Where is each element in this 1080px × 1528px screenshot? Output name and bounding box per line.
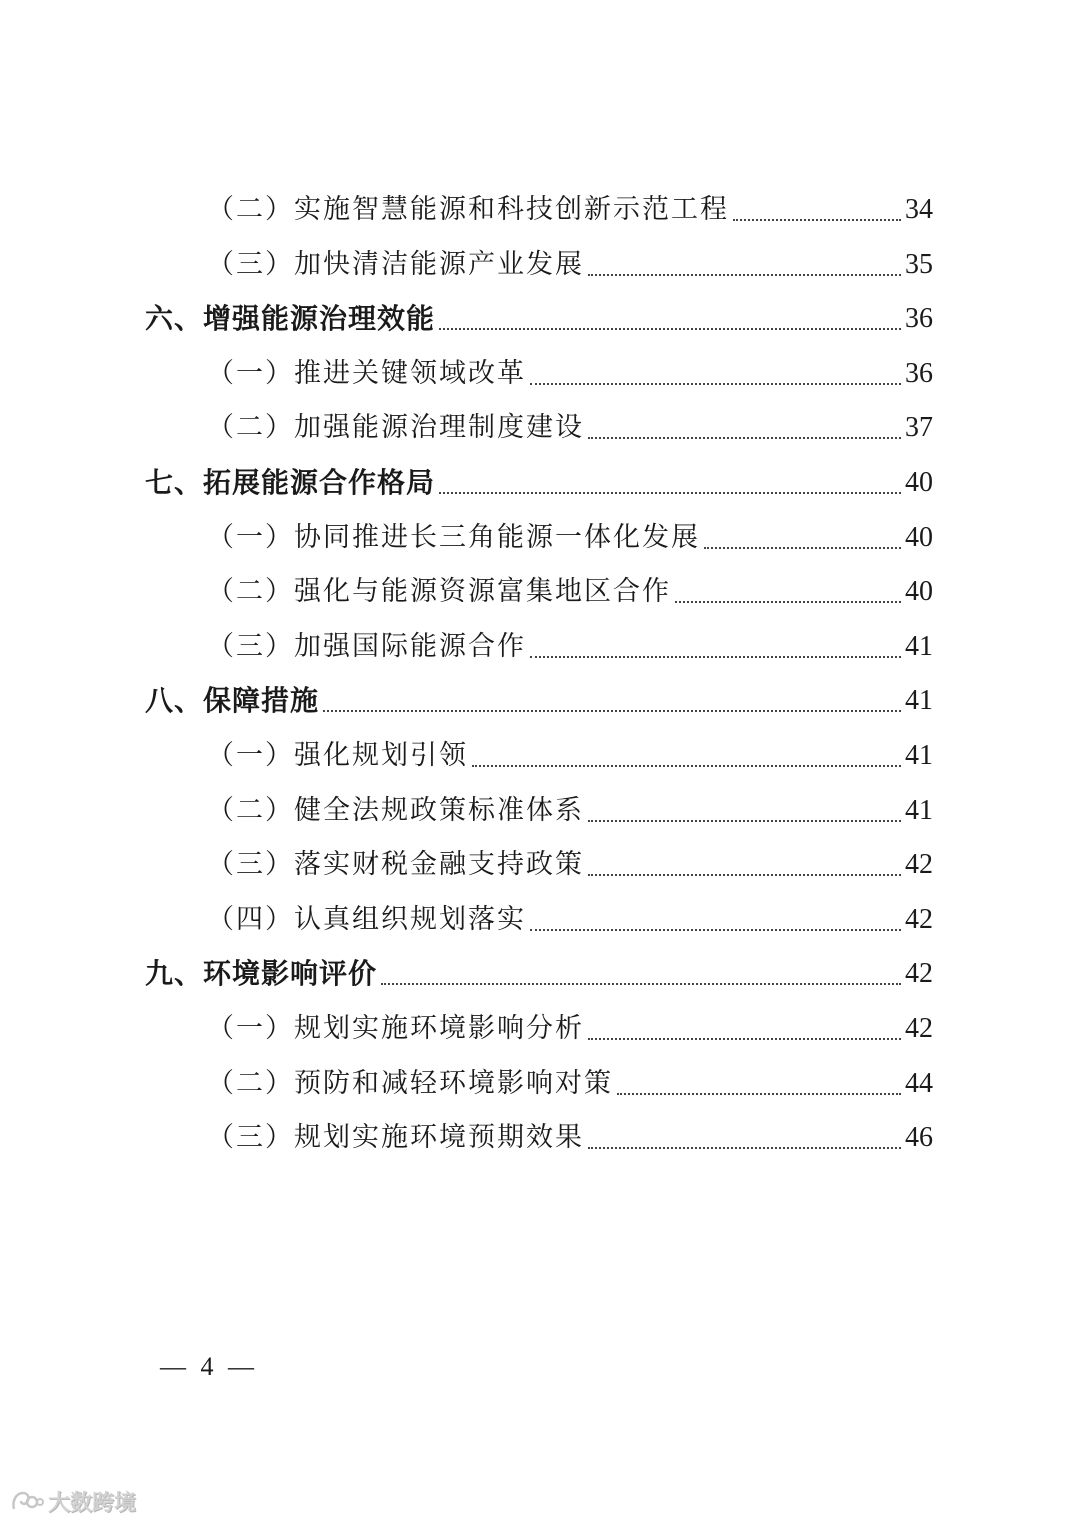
toc-leader-dots — [530, 383, 901, 385]
toc-entry-page: 35 — [905, 248, 933, 280]
toc-entry-title: （三）加强国际能源合作 — [207, 630, 526, 662]
toc-entry-page: 34 — [905, 194, 933, 225]
toc-entry-page: 40 — [905, 467, 933, 498]
toc-entry[interactable] — [207, 900, 933, 940]
toc-entry[interactable] — [207, 408, 933, 448]
toc-entry-page: 42 — [905, 1013, 933, 1044]
toc-entry[interactable] — [207, 1118, 933, 1158]
toc-leader-dots — [381, 983, 901, 985]
toc-entry-title: （一）协同推进长三角能源一体化发展 — [207, 521, 700, 553]
toc-entry-page: 42 — [905, 903, 933, 935]
toc-entry[interactable] — [207, 245, 933, 285]
toc-leader-dots — [530, 929, 901, 931]
toc-entry-title: 九、环境影响评价 — [145, 957, 378, 991]
toc-entry[interactable] — [145, 954, 933, 994]
toc-entry-page: 42 — [905, 849, 933, 881]
toc-entry-page: 40 — [905, 521, 933, 553]
toc-leader-dots — [439, 492, 901, 494]
toc-entry-title: 六、增强能源治理效能 — [145, 302, 436, 336]
toc-entry[interactable] — [207, 518, 933, 558]
toc-entry[interactable] — [207, 736, 933, 776]
toc-entry-title: （一）强化规划引领 — [207, 740, 468, 771]
toc-leader-dots — [617, 1093, 901, 1095]
toc-entry-page: 36 — [905, 303, 933, 335]
toc-leader-dots — [588, 437, 901, 439]
toc-leader-dots — [704, 547, 901, 549]
toc-entry[interactable] — [207, 354, 933, 394]
page-number: — 4 — — [160, 1352, 258, 1381]
watermark — [10, 1486, 136, 1517]
toc-entry-page: 36 — [905, 357, 933, 389]
toc-entry-page: 40 — [905, 576, 933, 608]
toc-entry-page: 46 — [905, 1122, 933, 1154]
toc-entry-title: （一）推进关键领域改革 — [207, 357, 526, 389]
toc-entry-title: （二）预防和减轻环境影响对策 — [207, 1067, 613, 1099]
toc-entry-title: （二）健全法规政策标准体系 — [207, 794, 584, 826]
toc-entry-page: 37 — [905, 412, 933, 444]
toc-entry[interactable] — [207, 572, 933, 612]
toc-entry-page: 41 — [905, 630, 933, 662]
toc-leader-dots — [323, 710, 901, 712]
toc-leader-dots — [439, 328, 901, 330]
toc-leader-dots — [588, 874, 901, 876]
toc-leader-dots — [733, 219, 901, 221]
toc-leader-dots — [472, 765, 901, 767]
toc-entry[interactable] — [207, 845, 933, 885]
toc-entry-title: （四）认真组织规划落实 — [207, 903, 526, 935]
toc-leader-dots — [588, 1147, 901, 1149]
toc-entry[interactable] — [145, 463, 933, 503]
toc-entry-title: 七、拓展能源合作格局 — [145, 466, 436, 499]
toc-entry-title: （一）规划实施环境影响分析 — [207, 1013, 584, 1044]
toc-entry[interactable] — [207, 791, 933, 831]
toc-leader-dots — [588, 274, 901, 276]
toc-entry[interactable] — [207, 1064, 933, 1104]
toc-entry[interactable] — [207, 1009, 933, 1049]
toc-entry-title: （三）落实财税金融支持政策 — [207, 849, 584, 881]
toc-entry[interactable] — [145, 681, 933, 721]
toc-leader-dots — [675, 601, 901, 603]
logo-icon — [10, 1489, 44, 1515]
toc-entry-page: 41 — [905, 794, 933, 826]
toc-entry-title: （二）实施智慧能源和科技创新示范工程 — [207, 194, 729, 225]
toc-entry-page: 41 — [905, 685, 933, 717]
toc-entry-page: 42 — [905, 958, 933, 990]
toc-entry-title: （二）加强能源治理制度建设 — [207, 412, 584, 444]
toc-entry-page: 41 — [905, 740, 933, 771]
toc-entry-title: （三）加快清洁能源产业发展 — [207, 248, 584, 280]
toc-entry[interactable] — [145, 299, 933, 339]
toc-entry-title: （二）强化与能源资源富集地区合作 — [207, 576, 671, 608]
toc-entry-page: 44 — [905, 1067, 933, 1099]
toc-entry[interactable] — [207, 627, 933, 667]
toc-leader-dots — [530, 656, 901, 658]
toc-entry[interactable] — [207, 190, 933, 230]
toc-leader-dots — [588, 1038, 901, 1040]
toc-entry-title: （三）规划实施环境预期效果 — [207, 1122, 584, 1154]
watermark-text: 大数跨境 — [48, 1491, 137, 1516]
toc-entry-title: 八、保障措施 — [145, 684, 320, 718]
toc-leader-dots — [588, 820, 901, 822]
